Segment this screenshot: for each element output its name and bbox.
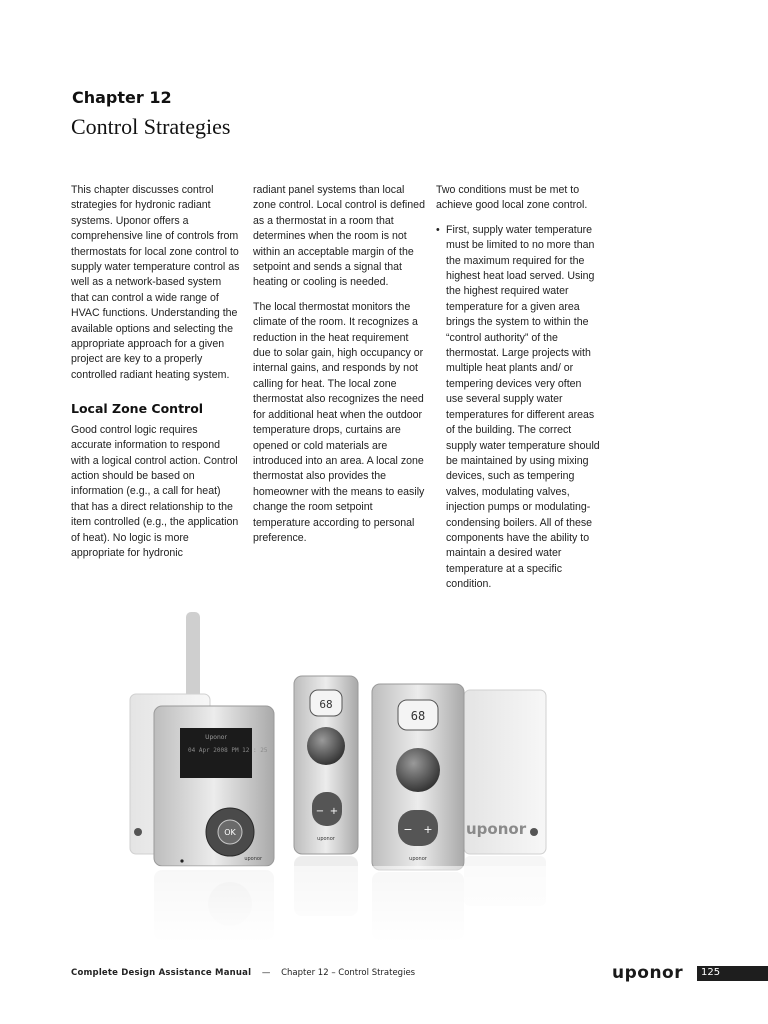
footer [71,968,415,978]
local-control-paragraph: radiant panel systems than local zone control. Local control is defined as a thermostat in a room that determines when the room is not within an acceptable margin of the setpoint and sends a signal that heating or cooling is needed. [253,184,425,289]
antenna [186,612,200,704]
section-heading-local-zone-control: Local Zone Control [71,401,204,417]
uponor-logo: uponor [612,963,684,983]
text-column-3 [436,183,601,593]
plus-icon: + [329,806,339,817]
bullet-icon: • [436,223,440,236]
screw-icon [134,828,142,836]
thermostat-brand: uponor [409,856,427,862]
indicator-dot [180,859,183,862]
footer-manual-title: Complete Design Assistance Manual [71,968,252,978]
page-number: 125 [701,967,721,978]
footer-chapter-ref: Chapter 12 – Control Strategies [281,968,416,978]
plus-icon: + [423,823,433,836]
minus-icon: − [315,806,325,817]
intro-paragraph: This chapter discusses control strategies for hydronic radiant systems. Uponor offers a comprehensive line of controls from thermostats for local zone control to supply water temperature control as well as a network-based system that can control a wide range of HVAC functions. Understanding the available options and selecting the appropriate approach for a given project are key to a properly controlled radiant heating system. [71,184,240,381]
conditions-list [436,223,601,593]
controller-datetime: 04 Apr 2008 PM 12 : 25 [188,747,268,754]
thermostat-display-value: 68 [410,709,426,723]
chapter-label: Chapter 12 [72,88,172,107]
list-item [436,223,601,593]
chapter-title: Control Strategies [71,114,231,139]
wall-unit-logo: uponor [466,820,527,838]
controller-footer-logo: uponor [244,856,262,862]
list-item-text: First, supply water temperature must be limited to no more than the maximum required for the highest heat load served. Using the highest required water temperature for a given area brings the system to within the “control authority” of the thermostat. Large projects with multiple heat plants and/ or tempering devices very often use several supply water temperatures for different areas of the building. The correct supply water temperature should be maintained by using mixing devices, such as tempering valves, modulating valves, injection pumps or modulating-condensing boilers. All of these components have the ability to maintain a desired water temperature at a specific condition. [446,223,600,591]
ok-label: OK [224,828,236,837]
reflection-fade [110,866,560,944]
local-zone-paragraph: Good control logic requires accurate information to respond with a logical control action. Control action should be based on information (e.g., a call for heat) that has a direct relationship to the item controlled (e.g., the application of heat). No logic is more appropriate for hydronic [71,423,239,559]
text-column-2 [253,183,425,555]
footer-separator: — [261,968,271,978]
product-photo [110,604,560,944]
conditions-paragraph: Two conditions must be met to achieve good local zone control. [436,184,588,212]
minus-icon: − [403,823,413,836]
controller-brand: Uponor [205,734,227,741]
thermostat-display-value: 68 [319,698,333,711]
thermostat-brand: uponor [317,836,335,842]
page-number-box [697,966,768,981]
text-column-1 [71,183,241,570]
thermostat-knob [396,748,440,792]
thermostat-paragraph: The local thermostat monitors the climate of the room. It recognizes a reduction in the heat requirement due to solar gain, high occupancy or internal gains, and responds by not calling for heat. The local zone thermostat also recognizes the need for additional heat when the outdoor temperature drops, curtains are opened or cold materials are introduced into an area. A local zone thermostat also provides the homeowner with the means to easily change the room setpoint temperature according to personal preference. [253,300,425,544]
thermostat-knob [307,727,345,765]
screw-icon [530,828,538,836]
